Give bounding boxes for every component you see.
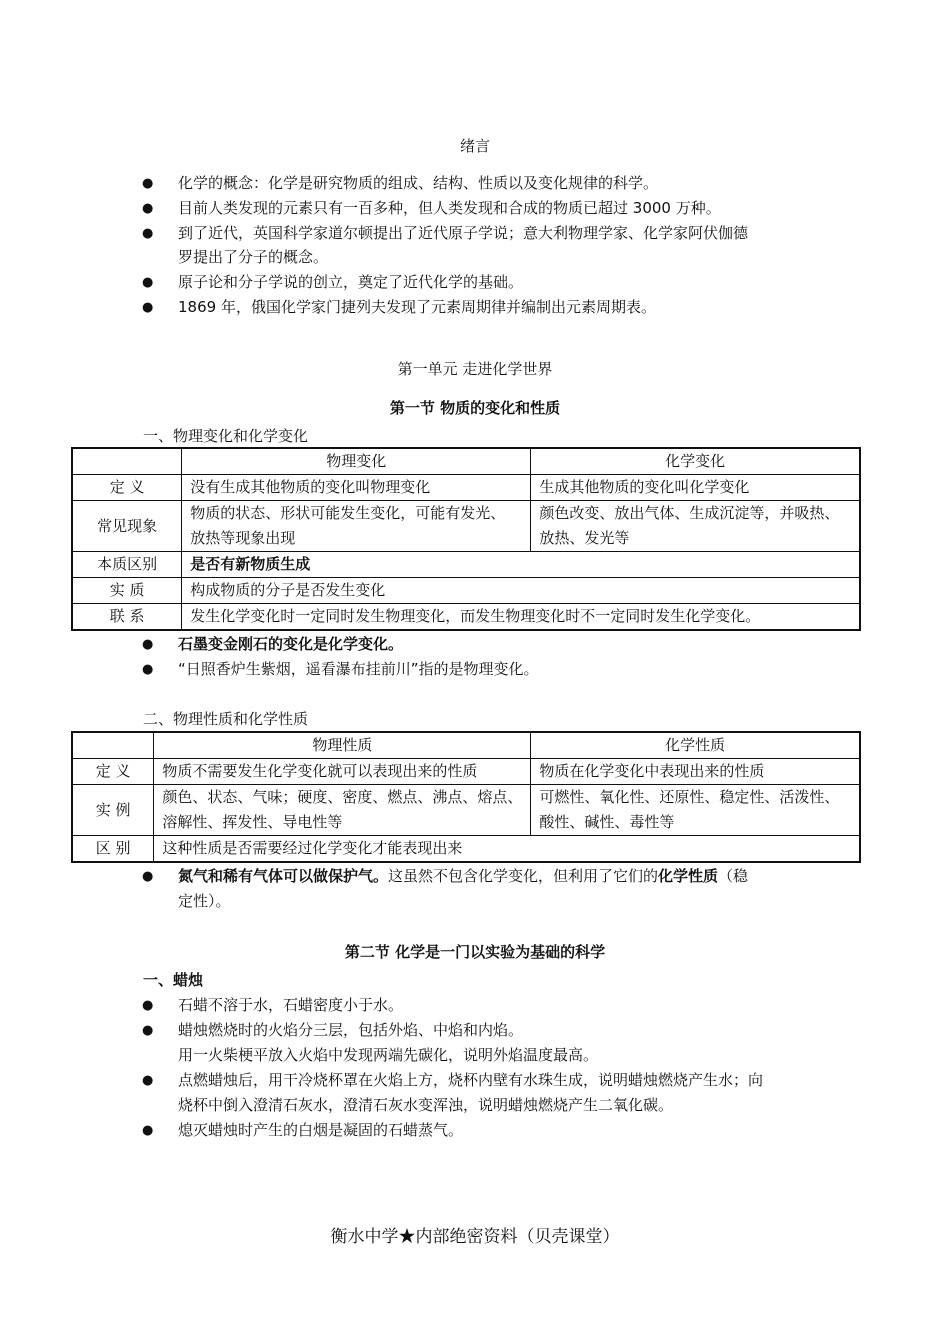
list-item-text: 化学的概念：化学是研究物质的组成、结构、性质以及变化规律的科学。 (178, 174, 659, 192)
table-row (72, 604, 860, 631)
list-item-text: 到了近代，英国科学家道尔顿提出了近代原子学说；意大利物理学家、化学家阿伏伽德 (178, 224, 749, 242)
table-cell: 物质在化学变化中表现出来的性质 (531, 759, 860, 785)
row-label: 实 例 (72, 785, 154, 836)
unit-title: 第一单元 走进化学世界 (397, 360, 553, 378)
table-header-cell: 化学变化 (531, 448, 860, 475)
note-bold-text: 化学性质 (658, 867, 719, 885)
bullet-icon: ● (142, 300, 154, 315)
bullet-icon: ● (142, 1123, 154, 1138)
row-label: 定 义 (72, 475, 182, 501)
page-footer: 衡水中学★内部绝密资料（贝壳课堂） (330, 1227, 620, 1247)
list-item-text: 石墨变金刚石的变化是化学变化。 (178, 635, 404, 653)
table-header-cell: 物理变化 (182, 448, 531, 475)
table-header-cell (72, 448, 182, 475)
bullet-icon: ● (142, 176, 154, 191)
list-item-text: 熄灭蜡烛时产生的白烟是凝固的石蜡蒸气。 (178, 1121, 464, 1139)
bullet-icon: ● (142, 275, 154, 290)
list-item-text: 石蜡不溶于水，石蜡密度小于水。 (178, 996, 404, 1014)
section1-title: 第一节 物质的变化和性质 (389, 399, 561, 417)
physical-chemical-change-table (71, 447, 861, 631)
table-row (72, 475, 860, 501)
list-item-text: 目前人类发现的元素只有一百多种，但人类发现和合成的物质已超过 3000 万种。 (178, 199, 721, 217)
table-cell (182, 501, 531, 552)
note-text: （稳 (718, 867, 749, 885)
table-row (72, 785, 860, 836)
list-item-text: 烧杯中倒入澄清石灰水，澄清石灰水变浑浊，说明蜡烛燃烧产生二氧化碳。 (178, 1096, 674, 1114)
table-header-cell: 化学性质 (531, 732, 860, 759)
table-cell (531, 785, 860, 836)
bullet-icon: ● (142, 998, 154, 1013)
table-row (72, 578, 860, 604)
list-item-text: 原子论和分子学说的创立，奠定了近代化学的基础。 (178, 273, 524, 291)
table-cell: 是否有新物质生成 (182, 552, 860, 578)
bullet-icon: ● (142, 1073, 154, 1088)
physical-chemical-property-table (71, 731, 861, 863)
list-item-text: 罗提出了分子的概念。 (178, 248, 329, 266)
table-cell (531, 501, 860, 552)
table-cell: 没有生成其他物质的变化叫物理变化 (182, 475, 531, 501)
table2-heading: 二、物理性质和化学性质 (143, 710, 309, 728)
row-label: 区 别 (72, 836, 154, 863)
table-header-cell: 物理性质 (154, 732, 531, 759)
cell-line: 放热等现象出现 (190, 529, 296, 547)
table-row (72, 836, 860, 863)
row-label: 常见现象 (72, 501, 182, 552)
cell-line: 颜色、状态、气味；硬度、密度、燃点、沸点、熔点、 (162, 788, 523, 806)
row-label: 本质区别 (72, 552, 182, 578)
table1-heading: 一、物理变化和化学变化 (143, 427, 309, 445)
note-text: 这虽然不包含化学变化，但利用了它们的 (388, 867, 659, 885)
table-cell: 生成其他物质的变化叫化学变化 (531, 475, 860, 501)
row-label: 联 系 (72, 604, 182, 631)
bullet-icon: ● (142, 226, 154, 241)
bullet-icon: ● (142, 1023, 154, 1038)
list-item-text: 定性）。 (178, 892, 231, 910)
cell-line: 溶解性、挥发性、导电性等 (162, 813, 343, 831)
table-cell (154, 785, 531, 836)
table-cell: 这种性质是否需要经过化学变化才能表现出来 (154, 836, 860, 863)
table-row (72, 759, 860, 785)
bullet-icon: ● (142, 662, 154, 677)
row-label: 实 质 (72, 578, 182, 604)
row-label: 定 义 (72, 759, 154, 785)
section2-title: 第二节 化学是一门以实验为基础的科学 (344, 943, 606, 961)
bullet-icon: ● (142, 201, 154, 216)
list-item-text: 1869 年，俄国化学家门捷列夫发现了元素周期律并编制出元素周期表。 (178, 298, 656, 316)
table-row (72, 552, 860, 578)
section2-subheading: 一、蜡烛 (143, 971, 204, 989)
bullet-icon: ● (142, 869, 154, 884)
list-item-text: 蜡烛燃烧时的火焰分三层，包括外焰、中焰和内焰。 (178, 1021, 524, 1039)
table-cell: 构成物质的分子是否发生变化 (182, 578, 860, 604)
bullet-icon: ● (142, 637, 154, 652)
table-row (72, 501, 860, 552)
list-item-text: 用一火柴梗平放入火焰中发现两端先碳化，说明外焰温度最高。 (178, 1046, 599, 1064)
list-item-text: “日照香炉生紫烟，遥看瀑布挂前川”指的是物理变化。 (178, 660, 539, 678)
cell-line: 放热、发光等 (539, 529, 630, 547)
cell-line: 酸性、碱性、毒性等 (539, 813, 675, 831)
note-bold-text: 氮气和稀有气体可以做保护气。 (178, 867, 389, 885)
list-item-text: 点燃蜡烛后，用干冷烧杯罩在火焰上方，烧杯内壁有水珠生成，说明蜡烛燃烧产生水；向 (178, 1071, 764, 1089)
table-cell: 物质不需要发生化学变化就可以表现出来的性质 (154, 759, 531, 785)
cell-line: 可燃性、氧化性、还原性、稳定性、活泼性、 (539, 788, 840, 806)
table-header-cell (72, 732, 154, 759)
cell-line: 颜色改变、放出气体、生成沉淀等，并吸热、 (539, 504, 840, 522)
intro-title: 绪言 (459, 137, 490, 155)
list-item-text (178, 864, 818, 889)
cell-line: 物质的状态、形状可能发生变化，可能有发光、 (190, 504, 506, 522)
table-cell: 发生化学变化时一定同时发生物理变化，而发生物理变化时不一定同时发生化学变化。 (182, 604, 860, 631)
